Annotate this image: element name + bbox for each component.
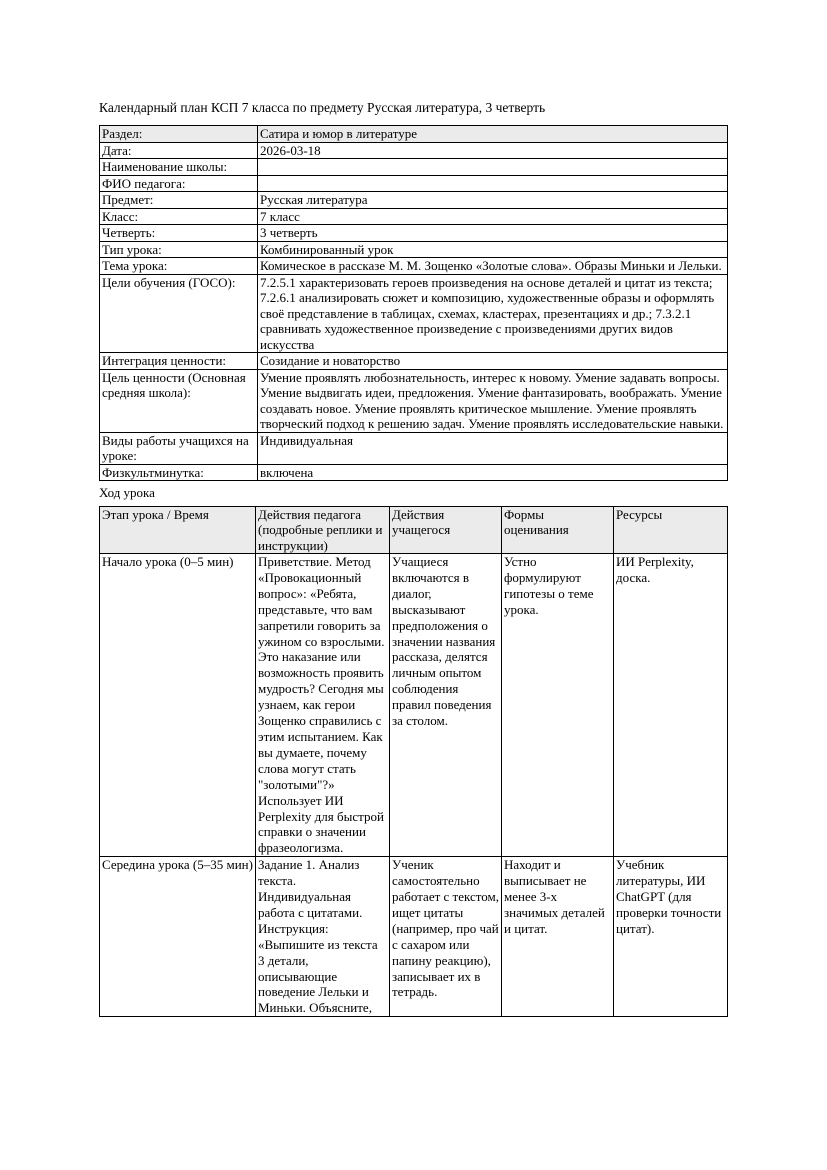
info-value: Комическое в рассказе М. М. Зощенко «Золотые слова». Образы Миньки и Лельки.: [258, 258, 728, 275]
info-row-values-goal: [100, 369, 728, 432]
info-row-subject: [100, 192, 728, 209]
info-row-values-integration: [100, 353, 728, 370]
info-label: ФИО педагога:: [100, 175, 258, 192]
document-content: [99, 100, 727, 1017]
info-value: Сатира и юмор в литературе: [258, 126, 728, 143]
info-value: 2026-03-18: [258, 142, 728, 159]
flow-header-row: [100, 506, 728, 554]
info-value: [258, 175, 728, 192]
info-value: 7 класс: [258, 208, 728, 225]
info-row-school: [100, 159, 728, 176]
info-value: Индивидуальная: [258, 432, 728, 464]
document-title: Календарный план КСП 7 класса по предмету Русская литература, 3 четверть: [99, 100, 546, 115]
info-row-section: [100, 126, 728, 143]
info-value: Умение проявлять любознательность, интерес к новому. Умение задавать вопросы. Умение выдвигать идеи, предложения. Умение фантазировать, воображать. Умение создавать новое. Умение проявлять критическое мышление. Умение проявлять творческий подход к решению задач. Умение проявлять исследовательские навыки.: [258, 369, 728, 432]
info-label: Наименование школы:: [100, 159, 258, 176]
info-value: Созидание и новаторство: [258, 353, 728, 370]
column-header-assessment: Формы оценивания: [502, 506, 614, 554]
resources-cell: Учебник литературы, ИИ ChatGPT (для проверки точности цитат).: [614, 857, 728, 1017]
lesson-flow-heading: Ход урока: [99, 485, 155, 500]
column-header-student-actions: Действия учащегося: [390, 506, 502, 554]
column-header-stage: Этап урока / Время: [100, 506, 256, 554]
info-label: Цели обучения (ГОСО):: [100, 274, 258, 353]
info-label: Дата:: [100, 142, 258, 159]
info-label: Раздел:: [100, 126, 258, 143]
info-label: Тема урока:: [100, 258, 258, 275]
info-value: [258, 159, 728, 176]
info-value: 7.2.5.1 характеризовать героев произведения на основе деталей и цитат из текста; 7.2.6.1 анализировать сюжет и композицию, художественные образы и оформлять своё представление в таблицах, схемах, кластерах, презентациях и др.; 7.3.2.1 сравнивать художественное произведение с произведениями других видов искусства: [258, 274, 728, 353]
info-row-lesson-type: [100, 241, 728, 258]
resources-cell: ИИ Perplexity, доска.: [614, 554, 728, 857]
teacher-actions-cell: Приветствие. Метод «Провокационный вопрос»: «Ребята, представьте, что вам запретили говорить за ужином со взрослыми. Это наказание или возможность проявить мудрость? Сегодня мы узнаем, как герои Зощенко справились с этим испытанием. Как вы думаете, почему слова могут стать "золотыми"?» Использует ИИ Perplexity для быстрой справки о значении фразеологизма.: [256, 554, 390, 857]
lesson-info-table: [99, 125, 728, 481]
info-label: Интеграция ценности:: [100, 353, 258, 370]
student-actions-cell: Ученик самостоятельно работает с текстом, ищет цитаты (например, про чай с сахаром или папину реакцию), записывает их в тетрадь.: [390, 857, 502, 1017]
info-row-lesson-topic: [100, 258, 728, 275]
info-label: Класс:: [100, 208, 258, 225]
student-actions-cell: Учащиеся включаются в диалог, высказывают предположения о значении названия рассказа, делятся личным опытом соблюдения правил поведения за столом.: [390, 554, 502, 857]
info-value: 3 четверть: [258, 225, 728, 242]
info-row-work-types: [100, 432, 728, 464]
flow-row-lesson-start: [100, 554, 728, 857]
info-value: Комбинированный урок: [258, 241, 728, 258]
stage-cell: Начало урока (0–5 мин): [100, 554, 256, 857]
teacher-actions-cell: Задание 1. Анализ текста. Индивидуальная работа с цитатами. Инструкция: «Выпишите из текста 3 детали, описывающие поведение Лельки и Миньки. Объясните,: [256, 857, 390, 1017]
info-row-quarter: [100, 225, 728, 242]
info-label: Виды работы учащихся на уроке:: [100, 432, 258, 464]
info-label: Тип урока:: [100, 241, 258, 258]
flow-row-lesson-middle: [100, 857, 728, 1017]
column-header-teacher-actions: Действия педагога (подробные реплики и инструкции): [256, 506, 390, 554]
info-row-date: [100, 142, 728, 159]
info-value: Русская литература: [258, 192, 728, 209]
info-label: Физкультминутка:: [100, 464, 258, 481]
info-row-learning-objectives: [100, 274, 728, 353]
column-header-resources: Ресурсы: [614, 506, 728, 554]
info-label: Цель ценности (Основная средняя школа):: [100, 369, 258, 432]
info-row-teacher-name: [100, 175, 728, 192]
info-row-phys-minute: [100, 464, 728, 481]
info-label: Четверть:: [100, 225, 258, 242]
assessment-cell: Устно формулируют гипотезы о теме урока.: [502, 554, 614, 857]
assessment-cell: Находит и выписывает не менее 3-х значимых деталей и цитат.: [502, 857, 614, 1017]
stage-cell: Середина урока (5–35 мин): [100, 857, 256, 1017]
info-label: Предмет:: [100, 192, 258, 209]
info-row-grade: [100, 208, 728, 225]
lesson-flow-table: [99, 506, 728, 1018]
info-value: включена: [258, 464, 728, 481]
